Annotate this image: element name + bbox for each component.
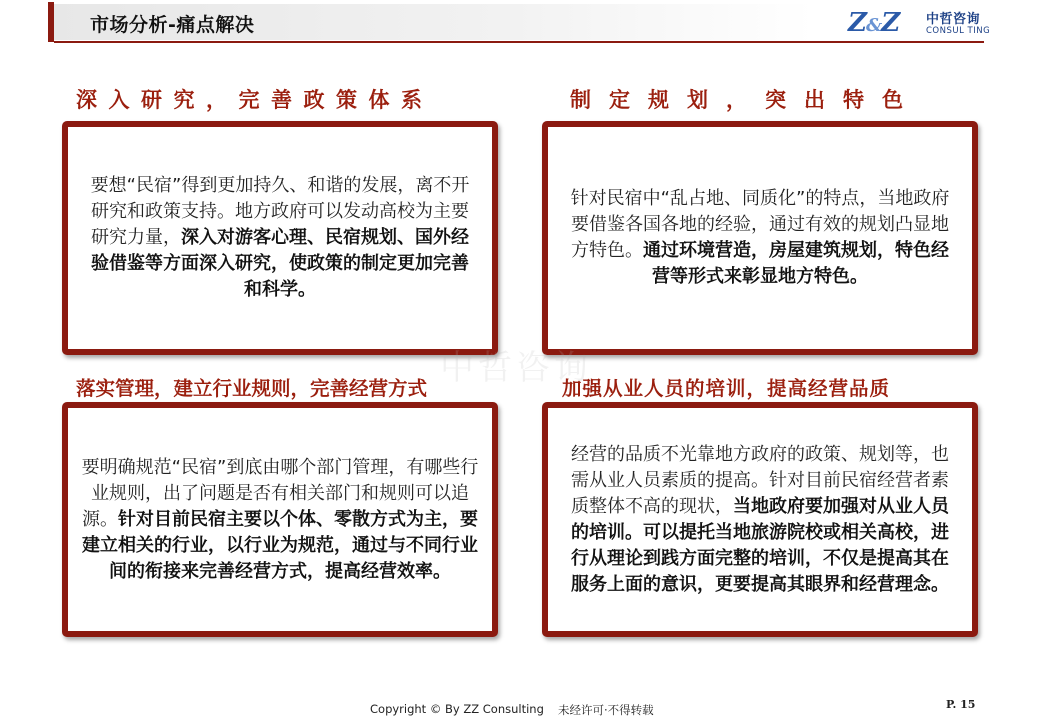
content-box-research xyxy=(62,121,498,355)
page-title: 市场分析-痛点解决 xyxy=(90,14,255,36)
watermark: 中哲咨询 xyxy=(440,348,592,388)
page-number: P. 15 xyxy=(946,698,976,711)
box-text-training: 经营的品质不光靠地方政府的政策、规划等，也需从业人员素质的提高。针对目前民宿经营者素质整体不高的现状，当地政府要加强对从业人员的培训。可以提托当地旅游院校或相关高校，进行从理论到践方面完整的培训，不仅是提高其在服务上面的意识，更要提高其眼界和经营理念。 xyxy=(571,443,949,595)
logo-mark: Z&Z xyxy=(848,8,900,38)
logo-chinese-name: 中哲咨询 xyxy=(926,12,981,27)
box-text-research: 要想“民宿”得到更加持久、和谐的发展，离不开研究和政策支持。地方政府可以发动高校为主要研究力量，深入对游客心理、民宿规划、国外经验借鉴等方面深入研究，使政策的制定更加完善和科学。 xyxy=(90,175,470,300)
content-box-management xyxy=(62,402,498,637)
section-title-management: 落实管理，建立行业规则，完善经营方式 xyxy=(76,377,428,400)
section-title-training: 加强从业人员的培训，提高经营品质 xyxy=(562,377,891,400)
footer-copyright: Copyright © By ZZ Consulting xyxy=(370,702,544,716)
section-title-research: 深入研究，完善政策体系 xyxy=(76,88,434,112)
content-box-training xyxy=(542,402,978,637)
header-divider xyxy=(54,41,984,43)
logo-english-name: CONSUL TING xyxy=(926,26,991,36)
header-accent-bar xyxy=(48,2,54,42)
box-text-management: 要明确规范“民宿”到底由哪个部门管理，有哪些行业规则，出了问题是否有相关部门和规则可以追源。针对目前民宿主要以个体、零散方式为主，要建立相关的行业，以行业为规范，通过与不同行业间的衔接来完善经营方式，提高经营效率。 xyxy=(81,456,479,582)
content-box-planning xyxy=(542,121,978,355)
section-title-planning: 制定规划，突出特色 xyxy=(570,88,921,112)
company-logo xyxy=(848,8,991,40)
footer-notice: 未经许可·不得转载 xyxy=(558,703,654,717)
box-text-planning: 针对民宿中“乱占地、同质化”的特点，当地政府要借鉴各国各地的经验，通过有效的规划凸显地方特色。通过环境营造，房屋建筑规划，特色经营等形式来彰显地方特色。 xyxy=(570,188,950,287)
